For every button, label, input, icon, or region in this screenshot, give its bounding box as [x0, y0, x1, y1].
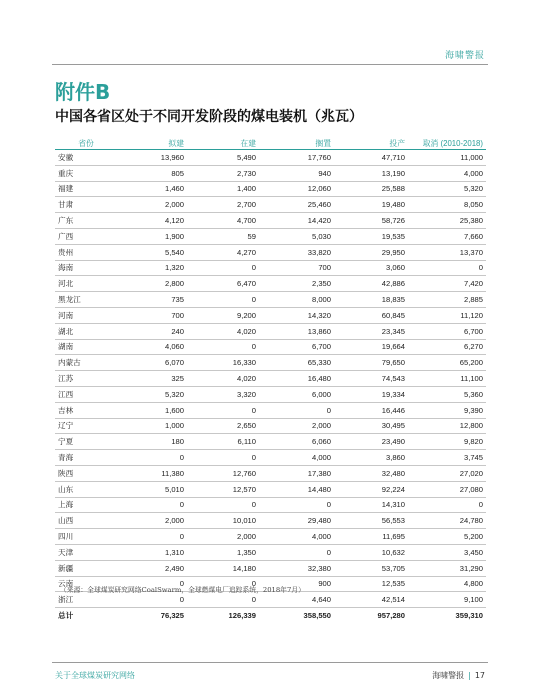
- value-cell: 0: [259, 497, 334, 513]
- table-row: [55, 150, 486, 166]
- table-row: [55, 513, 486, 529]
- table-row: [55, 339, 486, 355]
- table-row: [55, 165, 486, 181]
- value-cell: 14,480: [259, 481, 334, 497]
- table-row: [55, 560, 486, 576]
- value-cell: 32,480: [334, 465, 408, 481]
- table-row: [55, 181, 486, 197]
- value-cell: 0: [187, 260, 259, 276]
- value-cell: 12,535: [334, 576, 408, 592]
- value-cell: 12,760: [187, 465, 259, 481]
- table-row: [55, 386, 486, 402]
- value-cell: 59: [187, 228, 259, 244]
- province-cell: 青海: [55, 450, 117, 466]
- value-cell: 3,060: [334, 260, 408, 276]
- value-cell: 3,745: [408, 450, 486, 466]
- value-cell: 6,110: [187, 434, 259, 450]
- value-cell: 11,000: [408, 150, 486, 166]
- coal-capacity-table: [55, 137, 486, 623]
- province-cell: 湖南: [55, 339, 117, 355]
- total-value: 359,310: [455, 611, 483, 620]
- value-cell: 2,650: [187, 418, 259, 434]
- table-row: [55, 228, 486, 244]
- col-header-construction: 在建: [187, 137, 259, 150]
- value-cell: 24,780: [408, 513, 486, 529]
- province-cell: 浙江: [55, 592, 117, 608]
- value-cell: 1,320: [117, 260, 187, 276]
- value-cell: 6,270: [408, 339, 486, 355]
- total-row: [55, 608, 486, 623]
- col-header-cancelled: 取消 (2010-2018): [408, 137, 486, 150]
- value-cell: 42,514: [334, 592, 408, 608]
- value-cell: 5,200: [408, 529, 486, 545]
- value-cell: 32,380: [259, 560, 334, 576]
- value-cell: 4,020: [187, 371, 259, 387]
- value-cell: 11,380: [117, 465, 187, 481]
- footer-page-info: [432, 670, 485, 681]
- value-cell: 16,446: [334, 402, 408, 418]
- value-cell: 25,460: [259, 197, 334, 213]
- value-cell: 74,543: [334, 371, 408, 387]
- value-cell: 29,480: [259, 513, 334, 529]
- value-cell: 0: [187, 339, 259, 355]
- value-cell: 11,695: [334, 529, 408, 545]
- value-cell: 1,400: [187, 181, 259, 197]
- value-cell: 1,900: [117, 228, 187, 244]
- table-row: [55, 544, 486, 560]
- value-cell: 56,553: [334, 513, 408, 529]
- value-cell: 13,960: [117, 150, 187, 166]
- table-row: [55, 465, 486, 481]
- value-cell: 8,050: [408, 197, 486, 213]
- value-cell: 4,000: [408, 165, 486, 181]
- table-row: [55, 402, 486, 418]
- province-cell: 甘肃: [55, 197, 117, 213]
- footer-brand: 海啸警报: [432, 671, 465, 680]
- province-cell: 天津: [55, 544, 117, 560]
- value-cell: 5,320: [117, 386, 187, 402]
- total-value: 957,280: [377, 611, 405, 620]
- province-cell: 江西: [55, 386, 117, 402]
- value-cell: 6,700: [408, 323, 486, 339]
- value-cell: 16,330: [187, 355, 259, 371]
- value-cell: 7,660: [408, 228, 486, 244]
- value-cell: 5,010: [117, 481, 187, 497]
- province-cell: 贵州: [55, 244, 117, 260]
- value-cell: 2,800: [117, 276, 187, 292]
- province-cell: 陕西: [55, 465, 117, 481]
- value-cell: 29,950: [334, 244, 408, 260]
- province-cell: 广西: [55, 228, 117, 244]
- table-row: [55, 481, 486, 497]
- value-cell: 940: [259, 165, 334, 181]
- value-cell: 0: [117, 497, 187, 513]
- value-cell: 2,000: [117, 197, 187, 213]
- value-cell: 9,820: [408, 434, 486, 450]
- total-label: 总计: [58, 611, 74, 620]
- province-cell: 广东: [55, 213, 117, 229]
- value-cell: 1,460: [117, 181, 187, 197]
- table-row: [55, 418, 486, 434]
- value-cell: 12,060: [259, 181, 334, 197]
- province-cell: 福建: [55, 181, 117, 197]
- value-cell: 31,290: [408, 560, 486, 576]
- province-cell: 上海: [55, 497, 117, 513]
- table-row: [55, 213, 486, 229]
- value-cell: 19,664: [334, 339, 408, 355]
- value-cell: 3,320: [187, 386, 259, 402]
- province-cell: 宁夏: [55, 434, 117, 450]
- col-header-province: 省份: [55, 137, 117, 150]
- value-cell: 5,030: [259, 228, 334, 244]
- value-cell: 6,000: [259, 386, 334, 402]
- value-cell: 900: [259, 576, 334, 592]
- total-value: 358,550: [303, 611, 331, 620]
- province-cell: 新疆: [55, 560, 117, 576]
- value-cell: 23,345: [334, 323, 408, 339]
- value-cell: 14,180: [187, 560, 259, 576]
- table-row: [55, 276, 486, 292]
- table-row: [55, 529, 486, 545]
- province-cell: 山西: [55, 513, 117, 529]
- value-cell: 9,390: [408, 402, 486, 418]
- value-cell: 42,886: [334, 276, 408, 292]
- table-row: [55, 450, 486, 466]
- value-cell: 0: [259, 544, 334, 560]
- value-cell: 0: [117, 576, 187, 592]
- value-cell: 6,470: [187, 276, 259, 292]
- value-cell: 16,480: [259, 371, 334, 387]
- value-cell: 5,360: [408, 386, 486, 402]
- footer-divider: [52, 662, 488, 663]
- value-cell: 6,700: [259, 339, 334, 355]
- value-cell: 12,800: [408, 418, 486, 434]
- value-cell: 735: [117, 292, 187, 308]
- value-cell: 13,190: [334, 165, 408, 181]
- header-divider: [52, 64, 488, 65]
- value-cell: 0: [187, 402, 259, 418]
- footer-separator: |: [468, 671, 471, 680]
- value-cell: 14,320: [259, 307, 334, 323]
- province-cell: 海南: [55, 260, 117, 276]
- value-cell: 0: [187, 292, 259, 308]
- value-cell: 2,000: [187, 529, 259, 545]
- table-row: [55, 592, 486, 608]
- table-header-row: [55, 137, 486, 150]
- value-cell: 5,490: [187, 150, 259, 166]
- value-cell: 47,710: [334, 150, 408, 166]
- province-cell: 山东: [55, 481, 117, 497]
- col-header-shelved: 搁置: [259, 137, 334, 150]
- value-cell: 13,370: [408, 244, 486, 260]
- value-cell: 18,835: [334, 292, 408, 308]
- value-cell: 0: [187, 450, 259, 466]
- province-cell: 江苏: [55, 371, 117, 387]
- value-cell: 65,330: [259, 355, 334, 371]
- appendix-heading: 附件B: [55, 80, 111, 104]
- value-cell: 30,495: [334, 418, 408, 434]
- value-cell: 4,700: [187, 213, 259, 229]
- value-cell: 700: [259, 260, 334, 276]
- value-cell: 9,100: [408, 592, 486, 608]
- value-cell: 11,100: [408, 371, 486, 387]
- province-cell: 安徽: [55, 150, 117, 166]
- value-cell: 58,726: [334, 213, 408, 229]
- table-row: [55, 292, 486, 308]
- value-cell: 1,310: [117, 544, 187, 560]
- table-title: 中国各省区处于不同开发阶段的煤电装机（兆瓦）: [55, 109, 363, 125]
- value-cell: 180: [117, 434, 187, 450]
- value-cell: 5,540: [117, 244, 187, 260]
- value-cell: 0: [117, 529, 187, 545]
- value-cell: 25,380: [408, 213, 486, 229]
- value-cell: 60,845: [334, 307, 408, 323]
- value-cell: 1,000: [117, 418, 187, 434]
- value-cell: 4,120: [117, 213, 187, 229]
- col-header-operating: 投产: [334, 137, 408, 150]
- value-cell: 0: [187, 576, 259, 592]
- value-cell: 0: [117, 450, 187, 466]
- value-cell: 0: [408, 260, 486, 276]
- value-cell: 13,860: [259, 323, 334, 339]
- value-cell: 19,480: [334, 197, 408, 213]
- province-cell: 湖北: [55, 323, 117, 339]
- value-cell: 9,200: [187, 307, 259, 323]
- province-cell: 吉林: [55, 402, 117, 418]
- value-cell: 6,070: [117, 355, 187, 371]
- province-cell: 河南: [55, 307, 117, 323]
- table-row: [55, 355, 486, 371]
- value-cell: 23,490: [334, 434, 408, 450]
- col-header-proposed: 拟建: [117, 137, 187, 150]
- page-number: 17: [474, 671, 485, 680]
- total-value: 76,325: [160, 611, 184, 620]
- brand-label: 海啸警报: [444, 51, 485, 61]
- value-cell: 325: [117, 371, 187, 387]
- value-cell: 4,000: [259, 529, 334, 545]
- value-cell: 4,000: [259, 450, 334, 466]
- value-cell: 65,200: [408, 355, 486, 371]
- value-cell: 2,700: [187, 197, 259, 213]
- table-row: [55, 244, 486, 260]
- value-cell: 3,450: [408, 544, 486, 560]
- value-cell: 92,224: [334, 481, 408, 497]
- value-cell: 3,860: [334, 450, 408, 466]
- value-cell: 14,310: [334, 497, 408, 513]
- value-cell: 4,640: [259, 592, 334, 608]
- province-cell: 河北: [55, 276, 117, 292]
- value-cell: 0: [259, 402, 334, 418]
- table-body: [55, 150, 486, 623]
- table-row: [55, 260, 486, 276]
- table-row: [55, 307, 486, 323]
- table-row: [55, 323, 486, 339]
- value-cell: 5,320: [408, 181, 486, 197]
- value-cell: 0: [187, 592, 259, 608]
- value-cell: 4,060: [117, 339, 187, 355]
- value-cell: 25,588: [334, 181, 408, 197]
- value-cell: 4,800: [408, 576, 486, 592]
- value-cell: 805: [117, 165, 187, 181]
- value-cell: 17,760: [259, 150, 334, 166]
- value-cell: 33,820: [259, 244, 334, 260]
- province-cell: 内蒙古: [55, 355, 117, 371]
- value-cell: 79,650: [334, 355, 408, 371]
- value-cell: 10,632: [334, 544, 408, 560]
- value-cell: 19,334: [334, 386, 408, 402]
- table-row: [55, 434, 486, 450]
- value-cell: 10,010: [187, 513, 259, 529]
- value-cell: 14,420: [259, 213, 334, 229]
- value-cell: 2,000: [259, 418, 334, 434]
- footer-section-title: 关于全球煤炭研究网络: [55, 671, 135, 680]
- value-cell: 2,490: [117, 560, 187, 576]
- value-cell: 12,570: [187, 481, 259, 497]
- value-cell: 2,885: [408, 292, 486, 308]
- value-cell: 27,080: [408, 481, 486, 497]
- province-cell: 重庆: [55, 165, 117, 181]
- province-cell: 四川: [55, 529, 117, 545]
- value-cell: 6,060: [259, 434, 334, 450]
- value-cell: 7,420: [408, 276, 486, 292]
- source-note: （来源：全球煤炭研究网络CoalSwarm，全球燃煤电厂追踪系统，2018年7月）: [60, 586, 305, 594]
- province-cell: 云南: [55, 576, 117, 592]
- value-cell: 11,120: [408, 307, 486, 323]
- total-value: 126,339: [228, 611, 256, 620]
- value-cell: 700: [117, 307, 187, 323]
- table-row: [55, 371, 486, 387]
- value-cell: 8,000: [259, 292, 334, 308]
- value-cell: 19,535: [334, 228, 408, 244]
- table-row: [55, 497, 486, 513]
- value-cell: 53,705: [334, 560, 408, 576]
- province-cell: 黑龙江: [55, 292, 117, 308]
- value-cell: 4,270: [187, 244, 259, 260]
- value-cell: 27,020: [408, 465, 486, 481]
- value-cell: 2,000: [117, 513, 187, 529]
- value-cell: 1,600: [117, 402, 187, 418]
- value-cell: 0: [187, 497, 259, 513]
- value-cell: 2,350: [259, 276, 334, 292]
- value-cell: 4,020: [187, 323, 259, 339]
- value-cell: 1,350: [187, 544, 259, 560]
- value-cell: 2,730: [187, 165, 259, 181]
- province-cell: 辽宁: [55, 418, 117, 434]
- value-cell: 240: [117, 323, 187, 339]
- value-cell: 17,380: [259, 465, 334, 481]
- table-row: [55, 197, 486, 213]
- value-cell: 0: [117, 592, 187, 608]
- value-cell: 0: [408, 497, 486, 513]
